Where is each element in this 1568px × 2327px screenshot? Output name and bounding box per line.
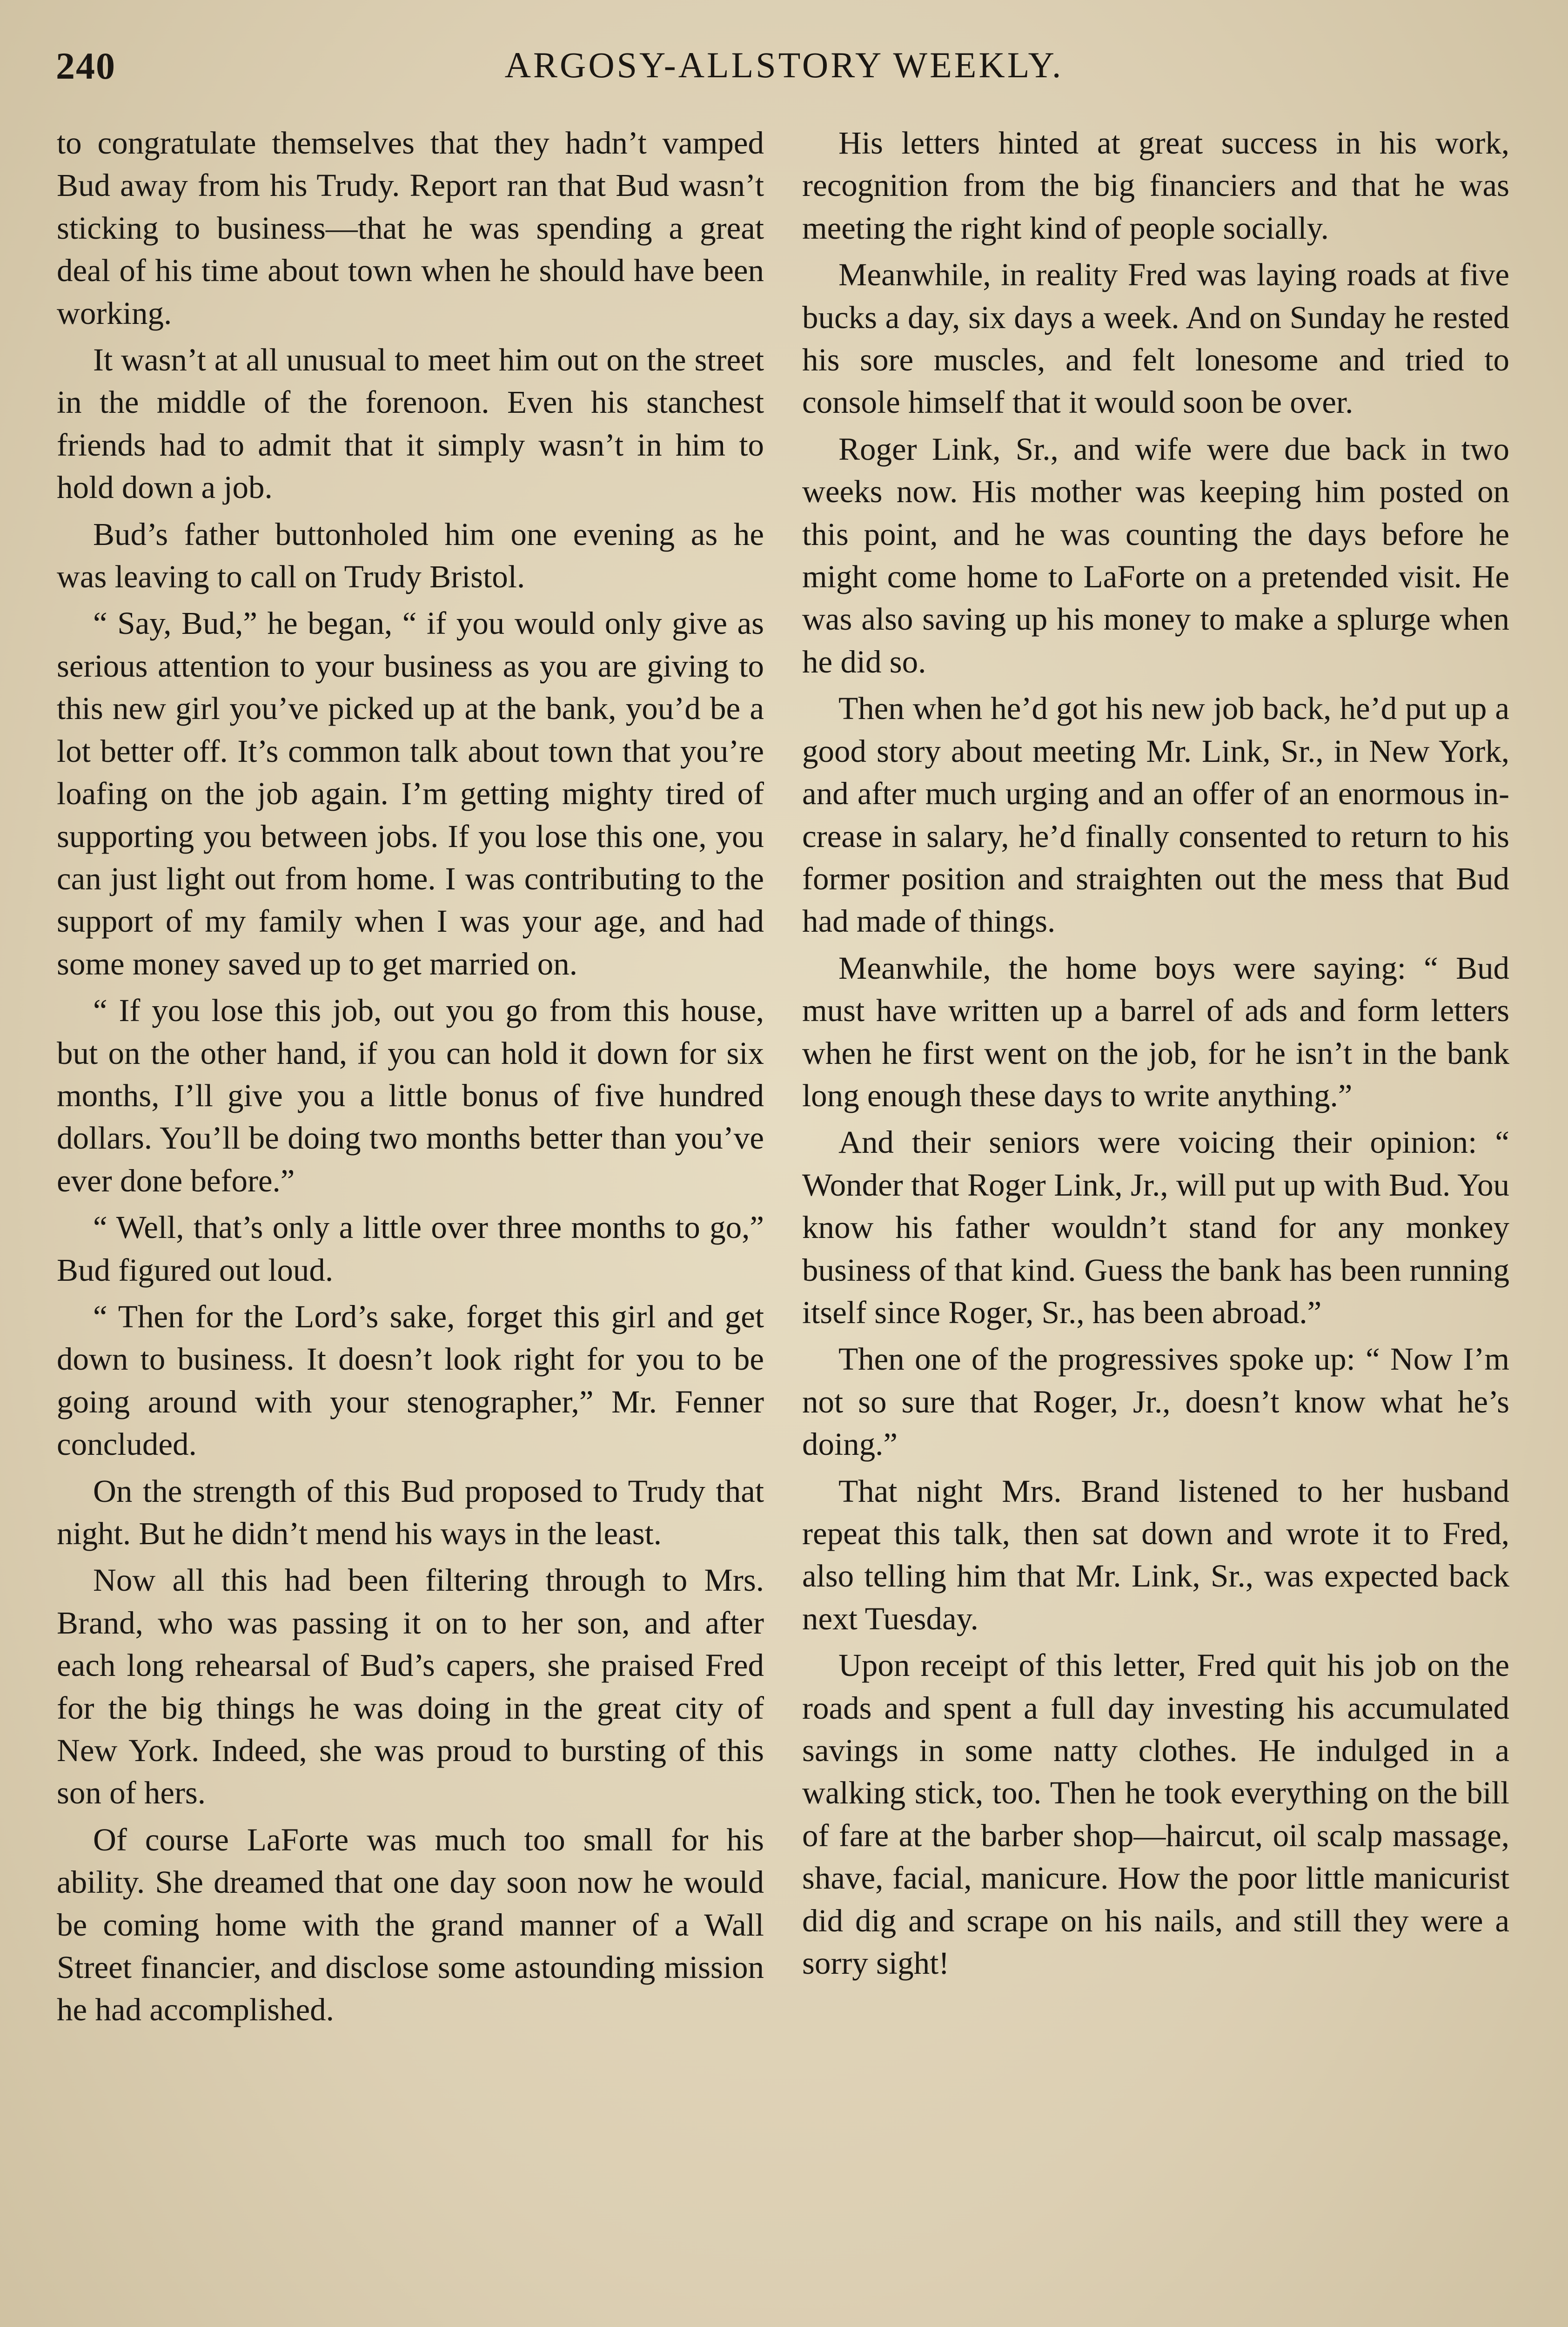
paragraph: His letters hinted at great success in his work, recognition from the big financiers and that he was meeting the right kind of people socially. (802, 125, 1509, 246)
running-head: ARGOSY-ALLSTORY WEEKLY. (504, 45, 1064, 85)
right-column (802, 122, 1509, 1989)
paragraph: “ Then for the Lord’s sake, forget this girl and get down to business. It doesn’t look right for you to be going around with your stenographer,” Mr. Fenner concluded. (57, 1298, 764, 1462)
paragraph: to congratulate themselves that they hadn’t vamped Bud away from his Trudy. Report ran that Bud wasn’t sticking to business—that he was spending a great deal of his time about town when he should have been working. (57, 125, 764, 331)
paragraph: Meanwhile, in reality Fred was laying roads at five bucks a day, six days a week. And on Sunday he rested his sore muscles, and felt lonesome and tried to console himself that it would soon be over. (802, 257, 1509, 420)
paragraph: Meanwhile, the home boys were saying: “ Bud must have written up a barrel of ads and form letters when he first went on the job, for he isn’t in the bank long enough these days to write anything.” (802, 950, 1509, 1113)
paragraph: Then when he’d got his new job back, he’d put up a good story about meeting Mr. Link, Sr., in New York, and after much urging and an offer of an enormous increase in salary, he’d finally consented to return to his former position and straighten out the mess that Bud had made of things. (802, 691, 1509, 939)
paragraph: And their seniors were voicing their opinion: “ Wonder that Roger Link, Jr., will put up with Bud. You know his father wouldn’t stand for any monkey business of that kind. Guess the bank has been running itself since Roger, Sr., has been abroad.” (802, 1124, 1509, 1330)
paragraph: On the strength of this Bud proposed to Trudy that night. But he didn’t mend his ways in the least. (57, 1473, 764, 1551)
paragraph: “ Say, Bud,” he began, “ if you would only give as serious attention to your business as you are giving to this new girl you’ve picked up at the bank, you’d be a lot better off. It’s common talk about town that you’re loafing on the job again. I’m getting mighty tired of supporting you between jobs. If you lose this one, you can just light out from home. I was contributing to the support of my family when I was your age, and had some money saved up to get married on. (57, 605, 764, 982)
paragraph: Then one of the progressives spoke up: “ Now I’m not so sure that Roger, Jr., doesn’t know what he’s doing.” (802, 1341, 1509, 1462)
paragraph: It wasn’t at all unusual to meet him out on the street in the middle of the forenoon. Even his stanchest friends had to admit that it simply wasn’t in him to hold down a job. (57, 342, 764, 505)
paragraph: Roger Link, Sr., and wife were due back in two weeks now. His mother was keeping him posted on this point, and he was counting the days before he might come home to LaForte on a pretended visit. He was also saving up his money to make a splurge when he did so. (802, 431, 1509, 679)
paragraph: Bud’s father buttonholed him one evening as he was leaving to call on Trudy Bristol. (57, 516, 764, 595)
paragraph: Upon receipt of this letter, Fred quit his job on the roads and spent a full day investing his accumulated savings in some natty clothes. He indulged in a walking stick, too. Then he took everything on the bill of fare at the barber shop—haircut, oil scalp massage, shave, facial, manicure. How the poor little manicurist did dig and scrape on his nails, and still they were a sorry sight! (802, 1648, 1509, 1981)
paragraph: “ Well, that’s only a little over three months to go,” Bud figured out loud. (57, 1210, 764, 1288)
page-number: 240 (56, 45, 116, 87)
paragraph: “ If you lose this job, out you go from this house, but on the other hand, if you can hold it down for six months, I’ll give you a little bonus of five hundred dollars. You’ll be doing two months better than you’ve ever done before.” (57, 993, 764, 1198)
paragraph: Now all this had been filtering through to Mrs. Brand, who was passing it on to her son, and after each long rehearsal of Bud’s capers, she praised Fred for the big things he was doing in the great city of New York. Indeed, she was proud to bursting of this son of hers. (57, 1562, 764, 1811)
paragraph: That night Mrs. Brand listened to her husband repeat this talk, then sat down and wrote it to Fred, also telling him that Mr. Link, Sr., was expected back next Tuesday. (802, 1473, 1509, 1636)
paragraph: Of course LaForte was much too small for his ability. She dreamed that one day soon now he would be coming home with the grand manner of a Wall Street financier, and disclose some astounding mission he had accomplished. (57, 1822, 764, 2028)
page-header (56, 44, 1512, 100)
left-column (57, 122, 764, 2036)
